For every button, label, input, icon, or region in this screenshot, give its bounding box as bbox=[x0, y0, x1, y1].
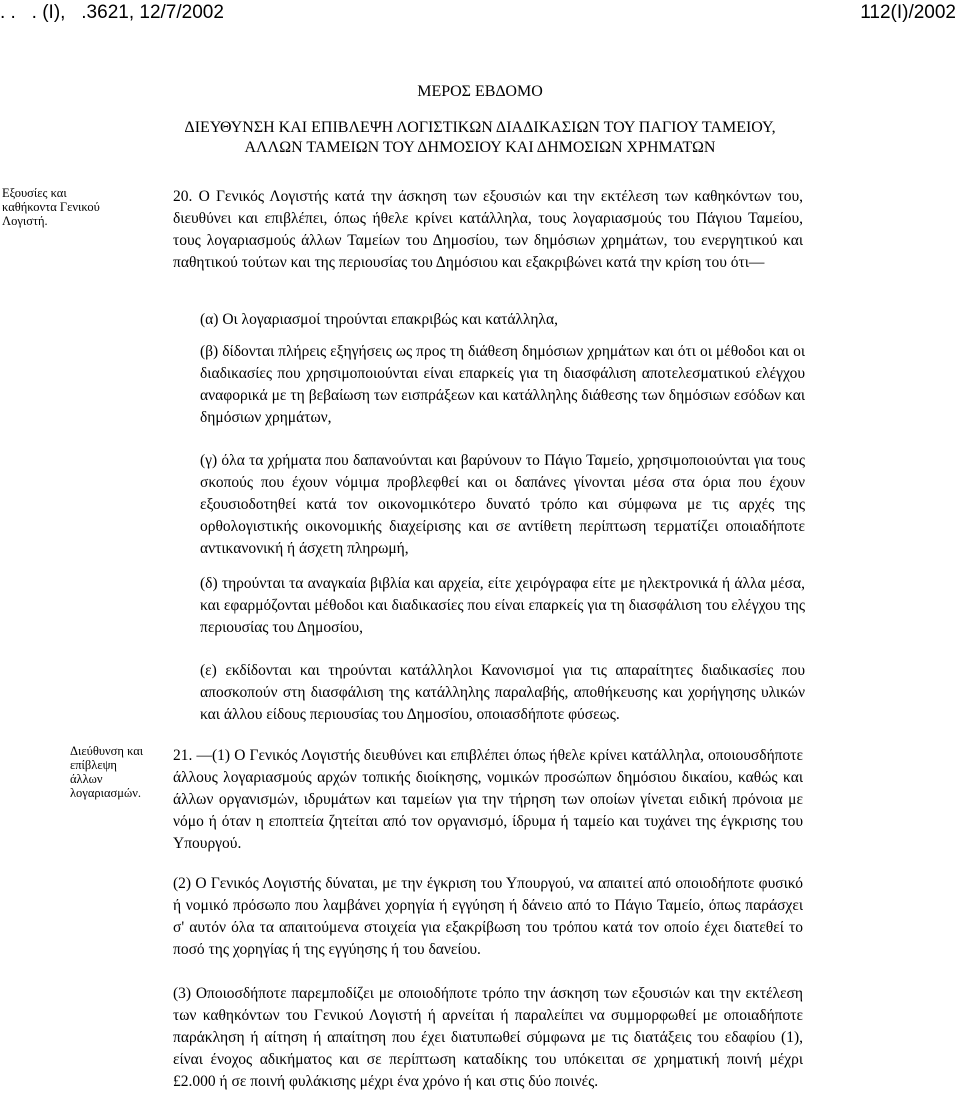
article-21-paragraph-2: (2) Ο Γενικός Λογιστής δύναται, με την έγκριση του Υπουργού, να απαιτεί από οποιοδήποτε φυσικό ή νομικό πρόσωπο που λαμβάνει χορηγία ή εγγύηση ή δάνειο από το Πάγιο Ταμείο, όπως παράσχει σ' αυτόν όλα τα απαιτούμενα στοιχεία για εξακρίβωση του τρόπου κατά τον οποίο έχει διατεθεί το ποσό της χορηγίας ή της εγγύησης ή του δανείου. bbox=[173, 875, 803, 958]
gazette-header-left: . . . (I), .3621, 12/7/2002 bbox=[0, 2, 224, 23]
article-20-item-c: (γ) όλα τα χρήματα που δαπανούνται και βαρύνουν το Πάγιο Ταμείο, χρησιμοποιούνται για τους σκοπούς που έχουν νόμιμα προβλεφθεί και οι δαπάνες γίνονται μέσα στα όρια που έχουν εξουσιοδοτηθεί κατά τον οικονομικότερο δυνατό τρόπο και σύμφωνα με τις αρχές της ορθολογιστικής οικονομικής διαχείρισης και σε αντίθετη περίπτωση τερματίζει οποιαδήποτε αντικανονική ή άσχετη πληρωμή, bbox=[200, 452, 805, 557]
margin-note-article-21: Διεύθυνση και επίβλεψη άλλων λογαριασμών. bbox=[70, 744, 144, 800]
part-title: ΜΕΡΟΣ ΕΒΔΟΜΟ bbox=[417, 83, 543, 100]
article-20-item-b: (β) δίδονται πλήρεις εξηγήσεις ως προς τη διάθεση δημόσιων χρημάτων και ότι οι μέθοδοι και οι διαδικασίες που χρησιμοποιούνται είναι επαρκείς για τη διασφάλιση αποτελεσματικού ελέγχου αναφορικά με τη βεβαίωση των εισπράξεων και κατάλληλης διάθεσης των δημόσιων εσόδων και δημόσιων χρημάτων, bbox=[200, 343, 805, 426]
article-20-item-a: (α) Οι λογαριασμοί τηρούνται επακριβώς και κατάλληλα, bbox=[200, 311, 558, 328]
law-number: 112(I)/2002 bbox=[860, 2, 956, 23]
article-21-paragraph-3: (3) Οποιοσδήποτε παρεμποδίζει με οποιοδήποτε τρόπο την άσκηση των εξουσιών και την εκτέλεση των καθηκόντων του Γενικού Λογιστή ή αρνείται ή παραλείπει να συμμορφωθεί με οποιαδήποτε παράκληση ή αίτηση ή απαίτηση που έχει διατυπωθεί σύμφωνα με τις διατάξεις του εδαφίου (1), είναι ένοχος αδικήματος και σε περίπτωση καταδίκης του υπόκειται σε χρηματική ποινή μέχρι £2.000 ή σε ποινή φυλάκισης μέχρι ένα χρόνο ή και στις δύο ποινές. bbox=[173, 985, 803, 1090]
margin-note-article-20: Εξουσίες και καθήκοντα Γενικού Λογιστή. bbox=[2, 186, 100, 228]
article-20-item-e: (ε) εκδίδονται και τηρούνται κατάλληλοι Κανονισμοί για τις απαραίτητες διαδικασίες που αποσκοπούν στη διασφάλιση της κατάλληλης παραλαβής, αποθήκευσης και χορήγησης υλικών και άλλου είδους περιουσίας του Δημοσίου, οποιασδήποτε φύσεως. bbox=[200, 662, 805, 723]
section-title: ΔΙΕΥΘΥΝΣΗ ΚΑΙ ΕΠΙΒΛΕΨΗ ΛΟΓΙΣΤΙΚΩΝ ΔΙΑΔΙΚΑΣΙΩΝ ΤΟΥ ΠΑΓΙΟΥ ΤΑΜΕΙΟΥ, ΑΛΛΩΝ ΤΑΜΕΙΩΝ ΤΟΥ ΔΗΜΟΣΙΟΥ ΚΑΙ ΔΗΜΟΣΙΩΝ ΧΡΗΜΑΤΩΝ bbox=[184, 119, 776, 156]
article-20-intro: 20. Ο Γενικός Λογιστής κατά την άσκηση των εξουσιών και την εκτέλεση των καθηκόντων του, διευθύνει και επιβλέπει, όπως ήθελε κρίνει κατάλληλα, τους λογαριασμούς του Πάγιου Ταμείου, τους λογαριασμούς άλλων Ταμείων του Δημοσίου, των δημόσιων χρημάτων, του ενεργητικού και παθητικού τούτων και της περιουσίας του Δημόσιου και εξακριβώνει κατά την κρίση του ότι— bbox=[173, 188, 803, 271]
article-20-item-d: (δ) τηρούνται τα αναγκαία βιβλία και αρχεία, είτε χειρόγραφα είτε με ηλεκτρονικά ή άλλα μέσα, και εφαρμόζονται μέθοδοι και διαδικασίες που είναι επαρκείς για τη διασφάλιση του ελέγχου της περιουσίας του Δημοσίου, bbox=[200, 575, 805, 636]
article-21-paragraph-1: 21. —(1) Ο Γενικός Λογιστής διευθύνει και επιβλέπει όπως ήθελε κρίνει κατάλληλα, οποιουσδήποτε άλλους λογαριασμούς αρχών τοπικής διοίκησης, νομικών προσώπων δημόσιου δικαίου, καθώς και άλλων οργανισμών, ιδρυμάτων και ταμείων για την τήρηση των οποίων γίνεται ειδική πρόνοια με νόμο ή όταν η εποπτεία ζητείται από τον οργανισμό, ίδρυμα ή ταμείο και τυχάνει της έγκρισης του Υπουργού. bbox=[173, 747, 803, 852]
